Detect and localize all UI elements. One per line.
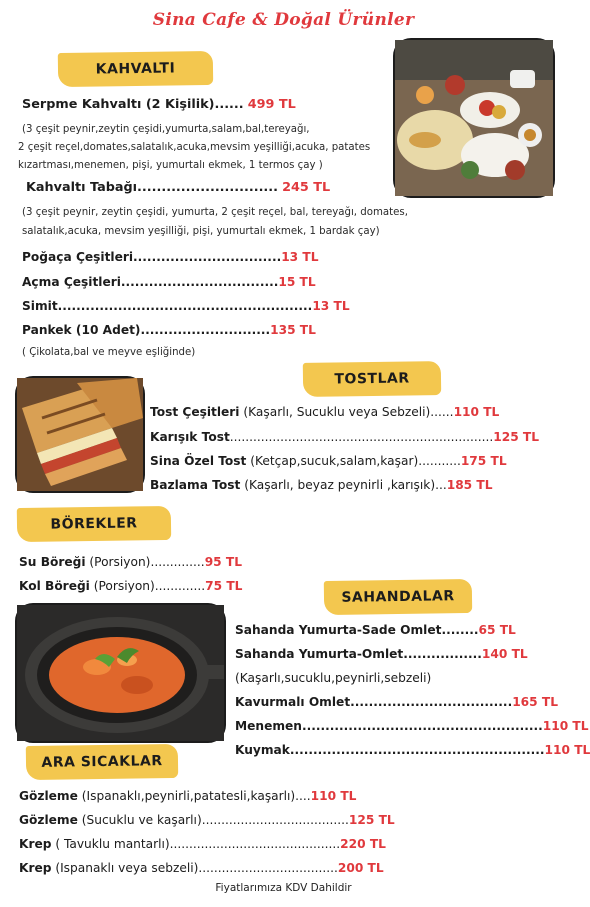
item-name: Sina Özel Tost — [150, 454, 247, 468]
section-tostlar: TOSTLAR — [303, 361, 441, 397]
item-name: Sahanda Yumurta-Omlet................. — [235, 647, 482, 661]
toast-photo — [15, 376, 145, 493]
item-price: 65 TL — [478, 623, 516, 637]
item-name: Kol Böreği — [19, 579, 90, 593]
item-price: 13 TL — [281, 250, 319, 264]
item-name: Karışık Tost — [150, 430, 230, 444]
item-gozleme-1 — [19, 788, 356, 804]
pankek-desc: ( Çikolata,bal ve meyve eşliğinde) — [22, 347, 196, 358]
item-name: Su Böreği — [19, 555, 86, 569]
item-detail: (Porsiyon).............. — [85, 555, 205, 569]
item-sahanda-sade-omlet — [235, 622, 516, 638]
item-name: Gözleme — [19, 789, 78, 803]
section-ara-sicaklar: ARA SICAKLAR — [26, 744, 178, 780]
item-detail: (Ispanaklı veya sebzeli).................................... — [51, 861, 338, 875]
item-detail: (Ketçap,sucuk,salam,kaşar)........... — [246, 454, 461, 468]
item-name: Serpme Kahvaltı (2 Kişilik)...... — [22, 97, 244, 112]
breakfast-photo — [393, 38, 555, 198]
item-krep-1 — [19, 836, 386, 852]
item-name: Menemen.................................................... — [235, 719, 543, 733]
item-price: 135 TL — [270, 323, 316, 337]
footer-note: Fiyatlarımıza KDV Dahildir — [215, 882, 352, 894]
item-kahvalti-tabagi — [26, 180, 330, 196]
item-price: 175 TL — [460, 454, 507, 468]
section-borekler: BÖREKLER — [17, 506, 171, 542]
item-omlet-desc — [235, 670, 431, 686]
item-price: 140 TL — [481, 647, 528, 661]
item-price: 110 TL — [453, 405, 500, 419]
item-price: 200 TL — [337, 861, 384, 875]
item-name: Açma Çeşitleri.................................. — [22, 275, 279, 289]
section-kahvalti: KAHVALTI — [58, 51, 213, 87]
toast-illustration — [17, 378, 143, 491]
item-kavurmali-omlet — [235, 694, 558, 710]
item-price: 13 TL — [312, 299, 350, 313]
item-detail: (Kaşarlı,sucuklu,peynirli,sebzeli) — [235, 671, 432, 685]
item-kuymak — [235, 742, 590, 758]
item-krep-2 — [19, 860, 384, 876]
item-name: Gözleme — [19, 813, 78, 827]
serpme-desc-1: (3 çeşit peynir,zeytin çeşidi,yumurta,salam,bal,tereyağı, — [22, 124, 310, 135]
item-detail: (Porsiyon)............. — [89, 579, 206, 593]
item-price: 220 TL — [340, 837, 386, 851]
menemen-photo — [15, 603, 226, 743]
item-bazlama-tost — [150, 477, 492, 493]
item-name: Krep — [19, 861, 52, 875]
item-pankek — [22, 322, 316, 338]
item-gozleme-2 — [19, 812, 395, 828]
item-name: Kavurmalı Omlet................................... — [235, 695, 513, 709]
item-name: Krep — [19, 837, 52, 851]
item-price: 499 TL — [247, 97, 296, 112]
item-detail: .................................................................... — [229, 430, 494, 444]
item-karisik-tost — [150, 429, 539, 445]
item-kol-boregi — [19, 578, 242, 594]
item-detail: (Ispanaklı,peynirli,patatesli,kaşarlı).... — [77, 789, 311, 803]
item-price: 125 TL — [493, 430, 539, 444]
item-price: 165 TL — [512, 695, 558, 709]
item-name: Tost Çeşitleri — [150, 405, 240, 419]
item-name: Sahanda Yumurta-Sade Omlet........ — [235, 623, 479, 637]
item-detail: (Kaşarlı, Sucuklu veya Sebzeli)...... — [239, 405, 454, 419]
menemen-illustration — [17, 605, 224, 741]
item-price: 245 TL — [282, 180, 331, 195]
item-pogaca — [22, 249, 319, 265]
item-price: 110 TL — [542, 719, 589, 733]
menu-title: Sina Cafe & Doğal Ürünler — [152, 10, 415, 30]
section-sahandalar: SAHANDALAR — [324, 579, 472, 615]
item-name: Bazlama Tost — [150, 478, 241, 492]
item-price: 110 TL — [310, 789, 357, 803]
item-price: 110 TL — [544, 743, 590, 757]
item-price: 125 TL — [348, 813, 395, 827]
item-menemen — [235, 718, 589, 734]
item-detail: (Kaşarlı, beyaz peynirli ,karışık)... — [240, 478, 447, 492]
tabak-desc-2: salatalık,acuka, mevsim yeşilliği, pişi, yumurtalı ekmek, 1 bardak çay) — [22, 226, 380, 237]
item-name: Poğaça Çeşitleri................................ — [22, 250, 282, 264]
item-sahanda-omlet — [235, 646, 528, 662]
breakfast-illustration — [395, 40, 553, 196]
item-price: 95 TL — [204, 555, 242, 569]
item-price: 75 TL — [205, 579, 243, 593]
item-name: Kuymak....................................................... — [235, 743, 545, 757]
item-sina-ozel-tost — [150, 453, 507, 469]
item-simit — [22, 298, 350, 314]
item-price: 185 TL — [446, 478, 493, 492]
item-name: Pankek (10 Adet)............................ — [22, 323, 271, 337]
item-detail: ( Tavuklu mantarlı)............................................ — [51, 837, 341, 851]
item-price: 15 TL — [278, 275, 316, 289]
serpme-desc-3: kızartması,menemen, pişi, yumurtalı ekmek, 1 termos çay ) — [18, 160, 323, 171]
item-name: Simit....................................................... — [22, 299, 313, 313]
item-acma — [22, 274, 316, 290]
item-detail: (Sucuklu ve kaşarlı)...................................... — [77, 813, 349, 827]
item-su-boregi — [19, 554, 242, 570]
tabak-desc-1: (3 çeşit peynir, zeytin çeşidi, yumurta, 2 çeşit reçel, bal, tereyağı, domates, — [22, 207, 408, 218]
item-tost-cesitleri — [150, 404, 499, 420]
item-name: Kahvaltı Tabağı............................. — [26, 180, 279, 195]
item-serpme-kahvalti — [22, 97, 296, 113]
serpme-desc-2: 2 çeşit reçel,domates,salatalık,acuka,mevsim yeşilliği,acuka, patates — [18, 142, 371, 153]
